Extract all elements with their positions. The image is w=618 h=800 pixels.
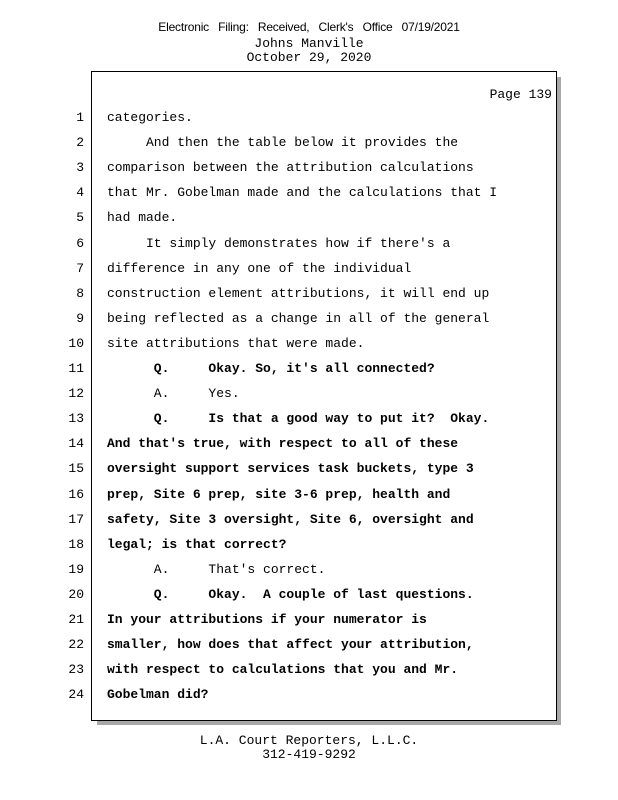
transcript-line: It simply demonstrates how if there's a (107, 235, 451, 251)
transcript-line: with respect to calculations that you and Mr. (107, 662, 459, 678)
footer-reporter: L.A. Court Reporters, L.L.C. (199, 733, 419, 748)
line-number: 5 (76, 210, 84, 226)
transcript-line: comparison between the attribution calculations (107, 160, 474, 176)
line-number: 19 (68, 561, 84, 577)
footer-phone: 312-419-9292 (262, 747, 356, 762)
line-number: 20 (68, 586, 84, 602)
line-number: 14 (68, 436, 84, 452)
line-number: 23 (68, 662, 84, 678)
line-number: 8 (76, 285, 84, 301)
transcript-line: that Mr. Gobelman made and the calculations that I (107, 185, 498, 201)
transcript-line: oversight support services task buckets, type 3 (107, 461, 474, 477)
header-party: Johns Manville (254, 36, 364, 51)
line-number: 10 (68, 335, 84, 351)
transcript-line: And that's true, with respect to all of these (107, 436, 459, 452)
line-number: 22 (68, 637, 84, 653)
line-number: 16 (68, 486, 84, 502)
filing-stamp: Electronic Filing: Received, Clerk's Office 07/19/2021 (158, 20, 460, 34)
line-number: 9 (76, 310, 84, 326)
transcript-line: And then the table below it provides the (107, 135, 459, 151)
transcript-line: safety, Site 3 oversight, Site 6, oversight and (107, 511, 474, 527)
line-number: 1 (76, 110, 84, 125)
line-number: 12 (68, 386, 84, 402)
transcript-line: difference in any one of the individual (107, 260, 412, 276)
transcript-line: Q. Okay. A couple of last questions. (107, 586, 474, 602)
line-number: 21 (68, 612, 84, 627)
transcript-line: being reflected as a change in all of the general (107, 310, 490, 326)
transcript-line: site attributions that were made. (107, 335, 365, 351)
transcript-line: A. Yes. (107, 386, 240, 402)
transcript-line: had made. (107, 210, 178, 226)
transcript-line: categories. (107, 110, 193, 125)
line-number: 2 (76, 135, 84, 151)
line-number: 7 (76, 260, 84, 276)
line-number: 15 (68, 461, 84, 477)
page-number: Page 139 (489, 87, 552, 102)
transcript-line: A. That's correct. (107, 561, 326, 577)
line-number: 13 (68, 411, 84, 427)
transcript-line: smaller, how does that affect your attribution, (107, 637, 474, 653)
transcript-line: legal; is that correct? (107, 536, 287, 552)
line-number: 6 (76, 235, 84, 251)
transcript-line: Gobelman did? (107, 687, 209, 703)
line-number: 18 (68, 536, 84, 552)
line-number: 24 (68, 687, 84, 703)
transcript-line: construction element attributions, it will end up (107, 285, 490, 301)
transcript-line: Q. Okay. So, it's all connected? (107, 361, 435, 376)
header-date: October 29, 2020 (246, 50, 372, 65)
line-number: 3 (76, 160, 84, 176)
line-number: 17 (68, 511, 84, 527)
transcript-line: Q. Is that a good way to put it? Okay. (107, 411, 490, 427)
line-number: 11 (68, 361, 84, 376)
transcript-line: In your attributions if your numerator is (107, 612, 427, 627)
line-number: 4 (76, 185, 84, 201)
transcript-line: prep, Site 6 prep, site 3-6 prep, health and (107, 486, 451, 502)
